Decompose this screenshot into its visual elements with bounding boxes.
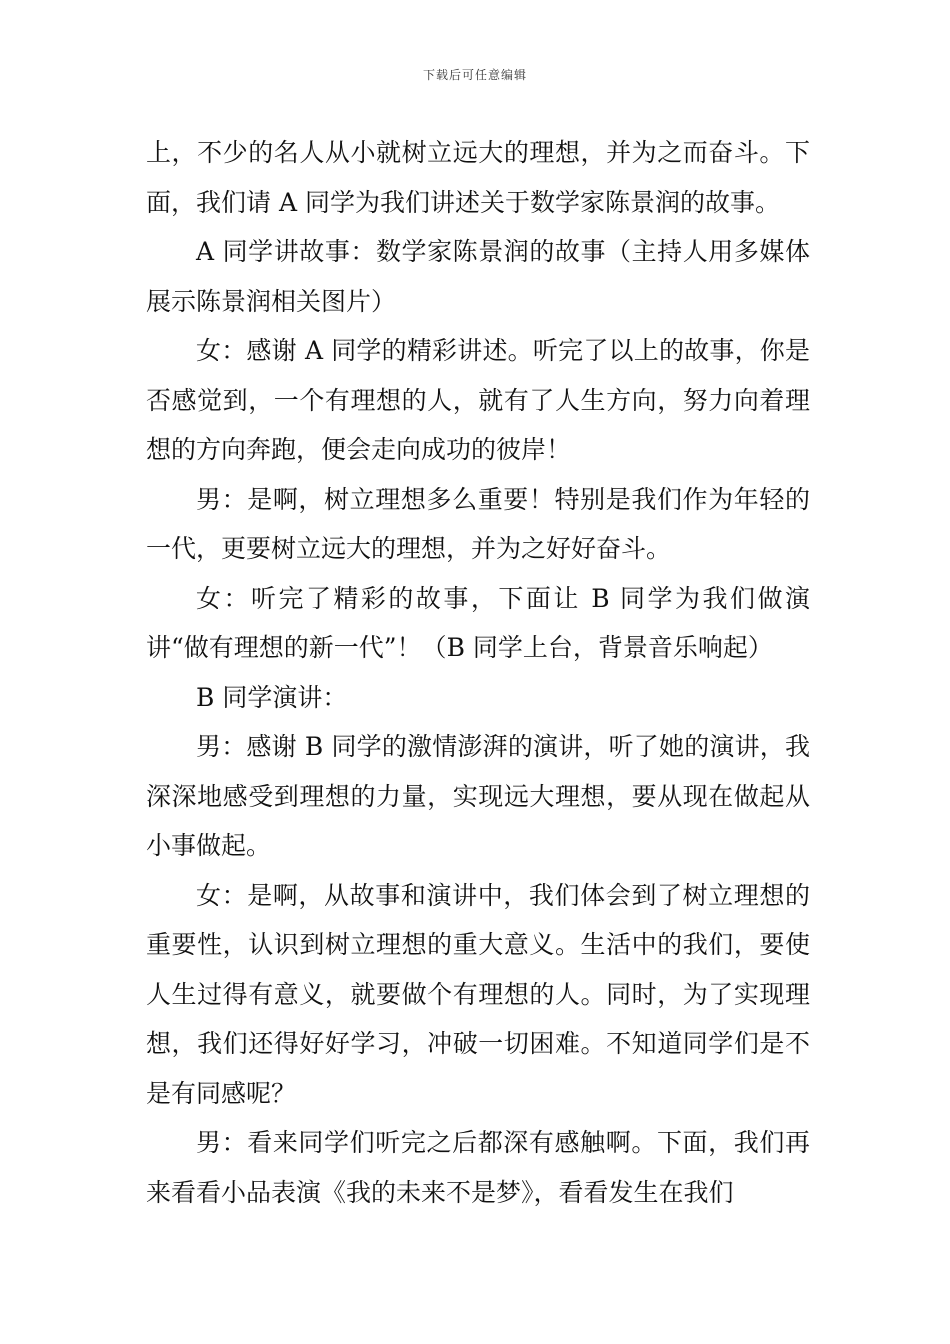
paragraph-9: 男：看来同学们听完之后都深有感触啊。下面，我们再来看看小品表演《我的未来不是梦》，看看发生在我们 [146, 1128, 810, 1207]
paragraph-2: A 同学讲故事：数学家陈景润的故事（主持人用多媒体展示陈景润相关图片） [146, 237, 810, 316]
paragraph-3: 女：感谢 A 同学的精彩讲述。听完了以上的故事，你是否感觉到，一个有理想的人，就有了人生方向，努力向着理想的方向奔跑，便会走向成功的彼岸！ [146, 336, 810, 464]
paragraph-4: 男：是啊，树立理想多么重要！特别是我们作为年轻的一代，更要树立远大的理想，并为之好好奋斗。 [146, 484, 810, 563]
paragraph-1: 上，不少的名人从小就树立远大的理想，并为之而奋斗。下面，我们请 A 同学为我们讲述关于数学家陈景润的故事。 [146, 138, 810, 217]
document-body [146, 128, 810, 1217]
paragraph-7: 男：感谢 B 同学的激情澎湃的演讲，听了她的演讲，我深深地感受到理想的力量，实现远大理想，要从现在做起从小事做起。 [146, 732, 810, 860]
paragraph-8: 女：是啊，从故事和演讲中，我们体会到了树立理想的重要性，认识到树立理想的重大意义。生活中的我们，要使人生过得有意义，就要做个有理想的人。同时，为了实现理想，我们还得好好学习，冲破一切困难。不知道同学们是不是有同感呢？ [146, 880, 810, 1108]
paragraph-5: 女：听完了精彩的故事，下面让 B 同学为我们做演讲“做有理想的新一代”！（B 同学上台，背景音乐响起） [146, 583, 810, 662]
paragraph-6: B 同学演讲： [196, 682, 348, 712]
page-header: 下载后可任意编辑 [422, 68, 527, 82]
